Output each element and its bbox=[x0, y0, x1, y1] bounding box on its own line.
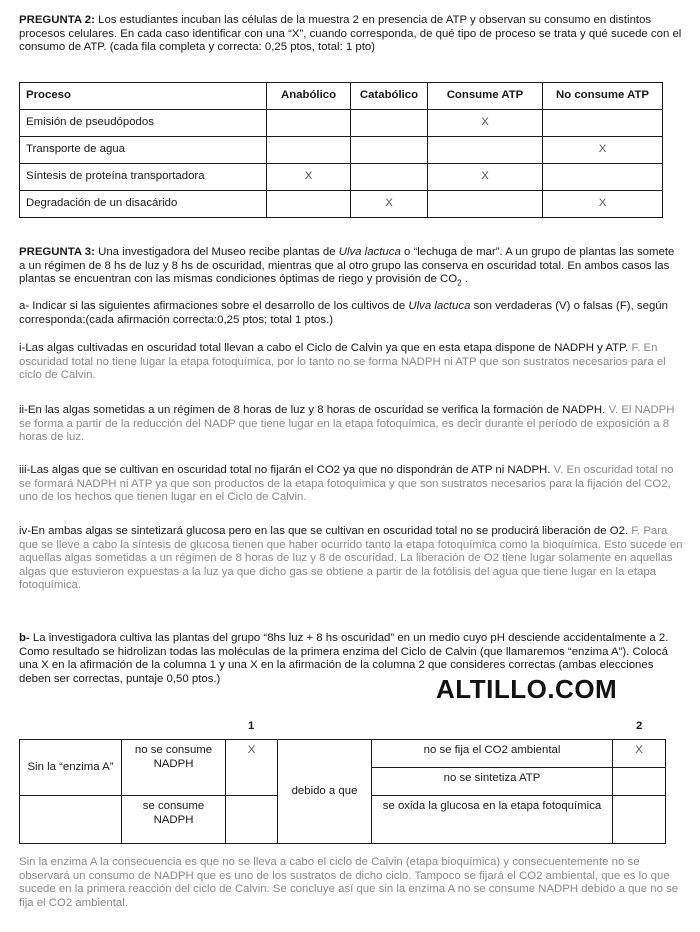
co2-subscript: 2 bbox=[457, 278, 462, 288]
mark-cell bbox=[267, 110, 351, 137]
mark-cell bbox=[543, 164, 663, 191]
mark-cell bbox=[428, 191, 543, 218]
col2-option-3: se oxida la glucosa en la etapa fotoquímica bbox=[372, 796, 613, 844]
process-table-header bbox=[20, 83, 663, 110]
question-3-text: Una investigadora del Museo recibe plantas de bbox=[94, 246, 339, 258]
mark-cell: X bbox=[428, 164, 543, 191]
header-proceso: Proceso bbox=[20, 83, 267, 110]
column-2-number: 2 bbox=[636, 720, 643, 732]
question-3 bbox=[19, 246, 683, 290]
col2-option-1: no se fija el CO2 ambiental bbox=[372, 740, 613, 768]
mark-cell: X bbox=[428, 110, 543, 137]
watermark-logo: ALTILLO.COM bbox=[436, 674, 618, 704]
col2-option-3-mark bbox=[613, 796, 666, 844]
col2-option-1-mark: X bbox=[613, 740, 666, 768]
col1-option-1-mark: X bbox=[226, 740, 278, 796]
mark-cell: X bbox=[351, 191, 428, 218]
mark-cell bbox=[267, 137, 351, 164]
statement-text: iii-Las algas que se cultivan en oscuridad total no fijarán el CO2 ya que no dispondrán de ATP ni NADPH. bbox=[19, 464, 551, 476]
answer-text: V. El NADPH se forma a partir de la reducción del NADP que tiene lugar en la etapa fotoquímica, es decir durante el período de exposición a 8 horas de luz. bbox=[19, 404, 675, 444]
process-name: Degradación de un disacárido bbox=[20, 191, 267, 218]
header-consume-atp: Consume ATP bbox=[428, 83, 543, 110]
part-b-label: b- bbox=[19, 632, 30, 644]
col1-option-2: se consume NADPH bbox=[122, 796, 226, 844]
part-a-intro bbox=[19, 300, 683, 327]
process-name: Síntesis de proteína transportadora bbox=[20, 164, 267, 191]
col1-option-2-mark bbox=[226, 796, 278, 844]
species-name: Ulva lactuca bbox=[338, 246, 401, 258]
question-2 bbox=[19, 14, 683, 55]
statement-iv bbox=[19, 525, 683, 593]
table-row bbox=[20, 110, 663, 137]
process-table bbox=[19, 82, 663, 218]
question-3-heading: PREGUNTA 3: bbox=[19, 246, 95, 258]
column-1-number: 1 bbox=[248, 720, 255, 732]
statement-ii bbox=[19, 404, 683, 445]
species-name: Ulva lactuca bbox=[408, 300, 471, 312]
mark-cell bbox=[351, 137, 428, 164]
statement-iii bbox=[19, 464, 683, 505]
table-row bbox=[20, 740, 666, 768]
mark-cell bbox=[351, 110, 428, 137]
process-name: Emisión de pseudópodos bbox=[20, 110, 267, 137]
header-catabolico: Catabólico bbox=[351, 83, 428, 110]
enzyme-table bbox=[19, 739, 666, 844]
question-2-text: Los estudiantes incuban las células de la muestra 2 en presencia de ATP y observan su consumo en distintos procesos celulares. En cada caso identificar con una “X”, cuando corresponda, de qué tipo de proceso se trata y qué sucede con el consumo de ATP. (cada fila completa y correcta: 0,25 ptos, total: 1 pto) bbox=[19, 14, 682, 54]
mark-cell bbox=[428, 137, 543, 164]
mark-cell: X bbox=[267, 164, 351, 191]
connector-text: debido a que bbox=[278, 740, 372, 844]
statement-text: i-Las algas cultivadas en oscuridad total llevan a cabo el Ciclo de Calvin ya que en esta etapa dispone de NADPH y ATP. bbox=[19, 342, 629, 354]
process-name: Transporte de agua bbox=[20, 137, 267, 164]
part-a-text-cont: son verdaderas (V) o falsas (F), según corresponda:(cada afirmación correcta:0,25 ptos; total 1 ptos.) bbox=[19, 300, 668, 326]
conclusion-text: Sin la enzima A la consecuencia es que no se lleva a cabo el ciclo de Calvin (etapa bioquímica) y consecuentemente no se observará un consumo de NADPH que es uno de los sustratos de dicho ciclo. Tampoco se fijará el CO2 ambiental, que es lo que sucede en la primera reacción del ciclo de Calvin. Se concluye así que sin la enzima A no se consume NADPH debido a que no se fija el CO2 ambiental. bbox=[19, 856, 679, 909]
question-3-text-end: . bbox=[461, 273, 468, 286]
table-row bbox=[20, 191, 663, 218]
question-3-text-cont: o “lechuga de mar”. A un grupo de plantas las somete a un régimen de 8 hs de luz y 8 hs de oscuridad, mientras que al otro grupo las conserva en oscuridad total. En ambos casos las plantas se encuentran con las mismas condiciones óptimas de riego y provisión de CO bbox=[19, 246, 675, 286]
row-label-empty bbox=[20, 796, 122, 844]
header-no-consume-atp: No consume ATP bbox=[543, 83, 663, 110]
row-label: Sin la “enzima A” bbox=[20, 740, 122, 796]
table-row bbox=[20, 164, 663, 191]
col1-option-1: no se consume NADPH bbox=[122, 740, 226, 796]
mark-cell: X bbox=[543, 191, 663, 218]
mark-cell bbox=[543, 110, 663, 137]
statement-text: iv-En ambas algas se sintetizará glucosa pero en las que se cultivan en oscuridad total no se producirá liberación de O2. bbox=[19, 525, 629, 537]
statement-i bbox=[19, 342, 683, 383]
answer-text: V. En oscuridad total no se formará NADPH ni ATP ya que son productos de la etapa fotoquímica y que son sustratos necesarios para la fijación del CO2, uno de los hechos que tienen lugar en el Ciclo de Calvin. bbox=[19, 464, 674, 504]
answer-text: F. Para que se lleve a cabo la síntesis de glucosa tienen que haber ocurrido tanto la etapa fotoquímica como la bioquímica. Esto sucede en aquellas algas sometidas a un régimen de 8 horas de luz y 8 de oscuridad. La liberación de O2 tiene lugar solamente en aquellas algas que estuvieron expuestas a la luz ya que dicho gas se obtiene a partir de la fotólisis del agua que tiene lugar en la etapa fotoquímica. bbox=[19, 525, 683, 592]
part-b-text: La investigadora cultiva las plantas del grupo “8hs luz + 8 hs oscuridad” en un medio cuyo pH desciende accidentalmente a 2. Como resultado se hidrolizan todas las moléculas de la primera enzima del Ciclo de Calvin (que llamaremos “enzima A”). Colocá una X en la afirmación de la columna 1 y una X en la afirmación de la columna 2 que consideres correctas (ambas elecciones deben ser correctas, puntaje 0,50 ptos.) bbox=[19, 632, 669, 685]
col2-option-2: no se sintetiza ATP bbox=[372, 768, 613, 796]
answer-text: F. En oscuridad total no tiene lugar la etapa fotoquímica, por lo tanto no se forma NADPH ni ATP que son sustratos necesarios para el ciclo de Calvin. bbox=[19, 342, 666, 382]
header-anabolico: Anabólico bbox=[267, 83, 351, 110]
mark-cell bbox=[267, 191, 351, 218]
conclusion bbox=[19, 856, 683, 910]
part-a-text: a- Indicar si las siguientes afirmaciones sobre el desarrollo de los cultivos de bbox=[19, 300, 409, 312]
table-row bbox=[20, 137, 663, 164]
mark-cell: X bbox=[543, 137, 663, 164]
question-2-heading: PREGUNTA 2: bbox=[19, 14, 95, 26]
col2-option-2-mark bbox=[613, 768, 666, 796]
statement-text: ii-En las algas sometidas a un régimen de 8 horas de luz y 8 horas de oscuridad se verifica la formación de NADPH. bbox=[19, 404, 606, 416]
mark-cell bbox=[351, 164, 428, 191]
